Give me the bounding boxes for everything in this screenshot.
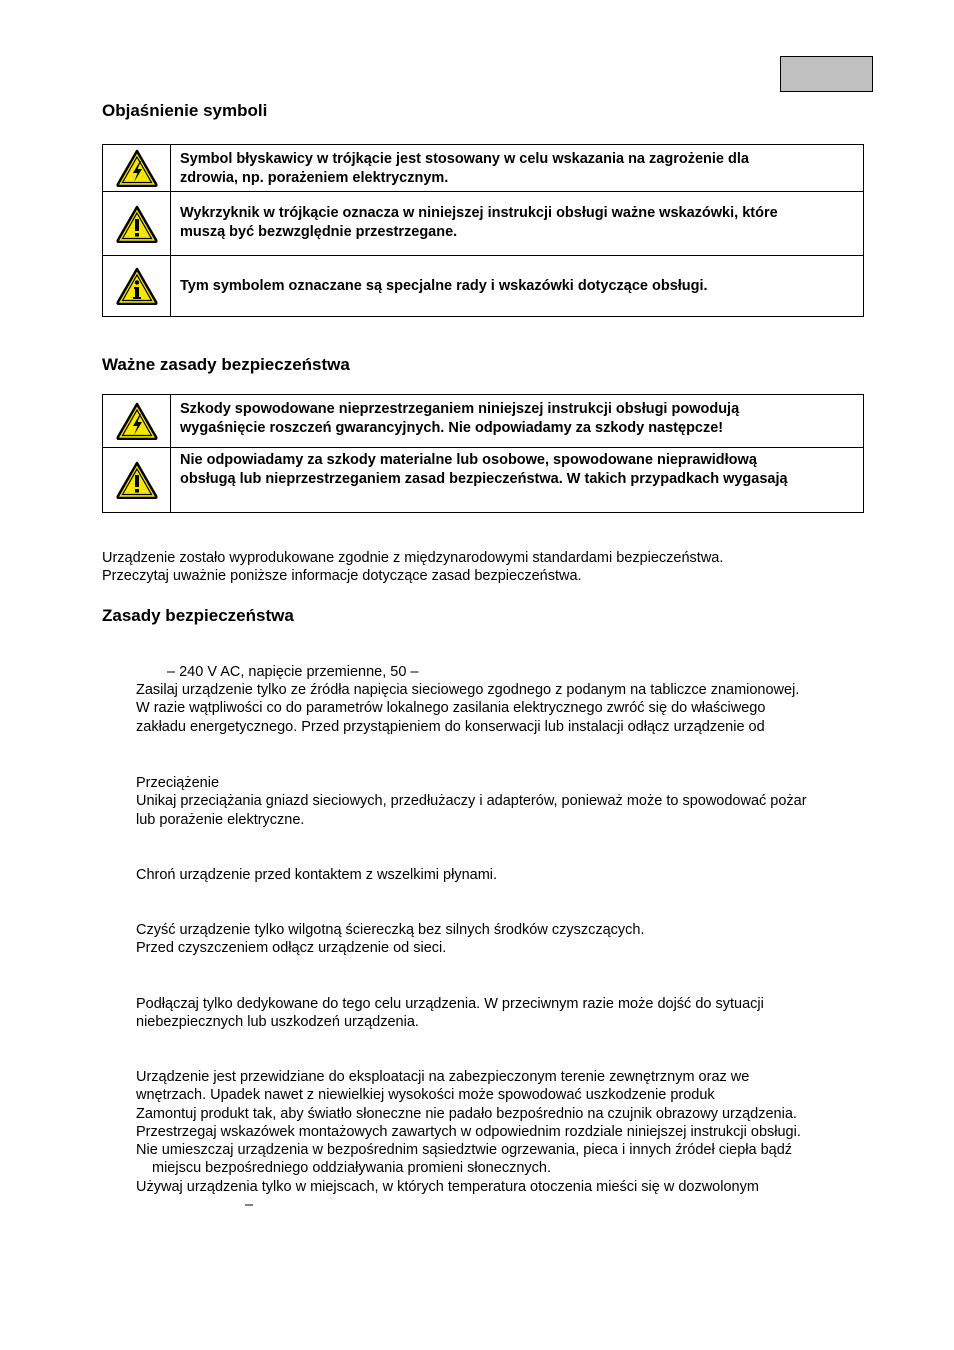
accessories-paragraph	[136, 995, 764, 1032]
overload-paragraph	[136, 774, 807, 829]
important-table	[102, 394, 864, 513]
text-line: wnętrzach. Upadek nawet z niewielkiej wysokości może spowodować uszkodzenie produk	[136, 1087, 715, 1104]
page-language-tab	[780, 56, 873, 92]
icon-cell	[103, 192, 171, 256]
text-line: obsługą lub nieprzestrzeganiem zasad bezpieczeństwa. W takich przypadkach wygasają	[180, 470, 788, 487]
lightning-warning-icon	[116, 402, 158, 440]
text-line: wygaśnięcie roszczeń gwarancyjnych. Nie odpowiadamy za szkody następcze!	[180, 419, 724, 436]
warning-description	[171, 448, 864, 513]
exclamation-warning-icon	[116, 461, 158, 499]
section-title-rules: Zasady bezpieczeństwa	[102, 606, 294, 625]
table-row	[103, 192, 864, 256]
text-line: Urządzenie zostało wyprodukowane zgodnie z międzynarodowymi standardami bezpieczeństwa.	[102, 550, 724, 566]
warning-description	[171, 395, 864, 448]
power-heading: – 240 V AC, napięcie przemienne, 50 –	[167, 664, 419, 680]
icon-cell	[103, 145, 171, 192]
text-line: Przed czyszczeniem odłącz urządzenie od sieci.	[136, 940, 447, 957]
icon-cell	[103, 256, 171, 317]
lightning-warning-icon	[116, 149, 158, 187]
icon-cell	[103, 395, 171, 448]
text-line: Wykrzyknik w trójkącie oznacza w niniejszej instrukcji obsługi ważne wskazówki, które	[180, 205, 778, 221]
text-line: lub porażenie elektryczne.	[136, 811, 305, 828]
table-row	[103, 256, 864, 317]
intro-paragraph	[102, 549, 723, 586]
text-line: –	[245, 1197, 254, 1214]
table-row	[103, 448, 864, 513]
text-line: Urządzenie jest przewidziane do eksploatacji na zabezpieczonym terenie zewnętrznym oraz we	[136, 1069, 750, 1085]
overload-heading: Przeciążenie	[136, 775, 220, 791]
text-line: Zamontuj produkt tak, aby światło słoneczne nie padało bezpośrednio na czujnik obrazowy urządzenia.	[136, 1105, 797, 1122]
text-line: Nie umieszczaj urządzenia w bezpośrednim sąsiedztwie ogrzewania, pieca i innych źródeł ciepła bądź	[136, 1142, 793, 1159]
symbol-description	[171, 256, 864, 317]
text-line: Podłączaj tylko dedykowane do tego celu urządzenia. W przeciwnym razie może dojść do sytuacji	[136, 996, 764, 1012]
section-title-important: Ważne zasady bezpieczeństwa	[102, 355, 350, 374]
text-line: miejscu bezpośredniego oddziaływania promieni słonecznych.	[152, 1160, 551, 1177]
text-line: Zasilaj urządzenie tylko ze źródła napięcia sieciowego zgodnego z podanym na tabliczce znamionowej.	[136, 682, 800, 698]
text-line: niebezpiecznych lub uszkodzeń urządzenia.	[136, 1014, 419, 1031]
text-line: Unikaj przeciążania gniazd sieciowych, przedłużaczy i adapterów, ponieważ może to spowodować pożar	[136, 793, 807, 810]
text-line: Nie odpowiadamy za szkody materialne lub osobowe, spowodowane nieprawidłową	[180, 452, 757, 468]
cleaning-paragraph	[136, 921, 645, 958]
text-line: Przestrzegaj wskazówek montażowych zawartych w odpowiednim rozdziale niniejszej instrukcji obsługi.	[136, 1123, 801, 1140]
table-row	[103, 145, 864, 192]
symbol-description	[171, 192, 864, 256]
symbol-description	[171, 145, 864, 192]
exclamation-warning-icon	[116, 205, 158, 243]
text-line: Tym symbolem oznaczane są specjalne rady i wskazówki dotyczące obsługi.	[180, 277, 708, 294]
icon-cell	[103, 448, 171, 513]
text-line: W razie wątpliwości co do parametrów lokalnego zasilania elektrycznego zwróć się do właściwego	[136, 700, 766, 717]
power-paragraph	[136, 681, 799, 736]
symbols-table	[102, 144, 864, 317]
text-line: Chroń urządzenie przed kontaktem z wszelkimi płynami.	[136, 867, 498, 883]
table-row	[103, 395, 864, 448]
text-line: muszą być bezwzględnie przestrzegane.	[180, 223, 458, 240]
liquids-paragraph	[136, 866, 497, 884]
text-line: Używaj urządzenia tylko w miejscach, w których temperatura otoczenia mieści się w dozwolonym	[136, 1178, 759, 1195]
location-paragraph	[136, 1068, 801, 1214]
text-line: Przeczytaj uważnie poniższe informacje dotyczące zasad bezpieczeństwa.	[102, 568, 582, 585]
text-line: zdrowia, np. porażeniem elektrycznym.	[180, 169, 449, 186]
text-line: Symbol błyskawicy w trójkącie jest stosowany w celu wskazania na zagrożenie dla	[180, 151, 749, 167]
text-line: Czyść urządzenie tylko wilgotną ściereczką bez silnych środków czyszczących.	[136, 922, 645, 938]
text-line: zakładu energetycznego. Przed przystąpieniem do konserwacji lub instalacji odłącz urządzenie od	[136, 718, 765, 735]
info-warning-icon	[116, 267, 158, 305]
text-line: Szkody spowodowane nieprzestrzeganiem niniejszej instrukcji obsługi powodują	[180, 401, 740, 417]
section-title-symbols: Objaśnienie symboli	[102, 101, 268, 120]
